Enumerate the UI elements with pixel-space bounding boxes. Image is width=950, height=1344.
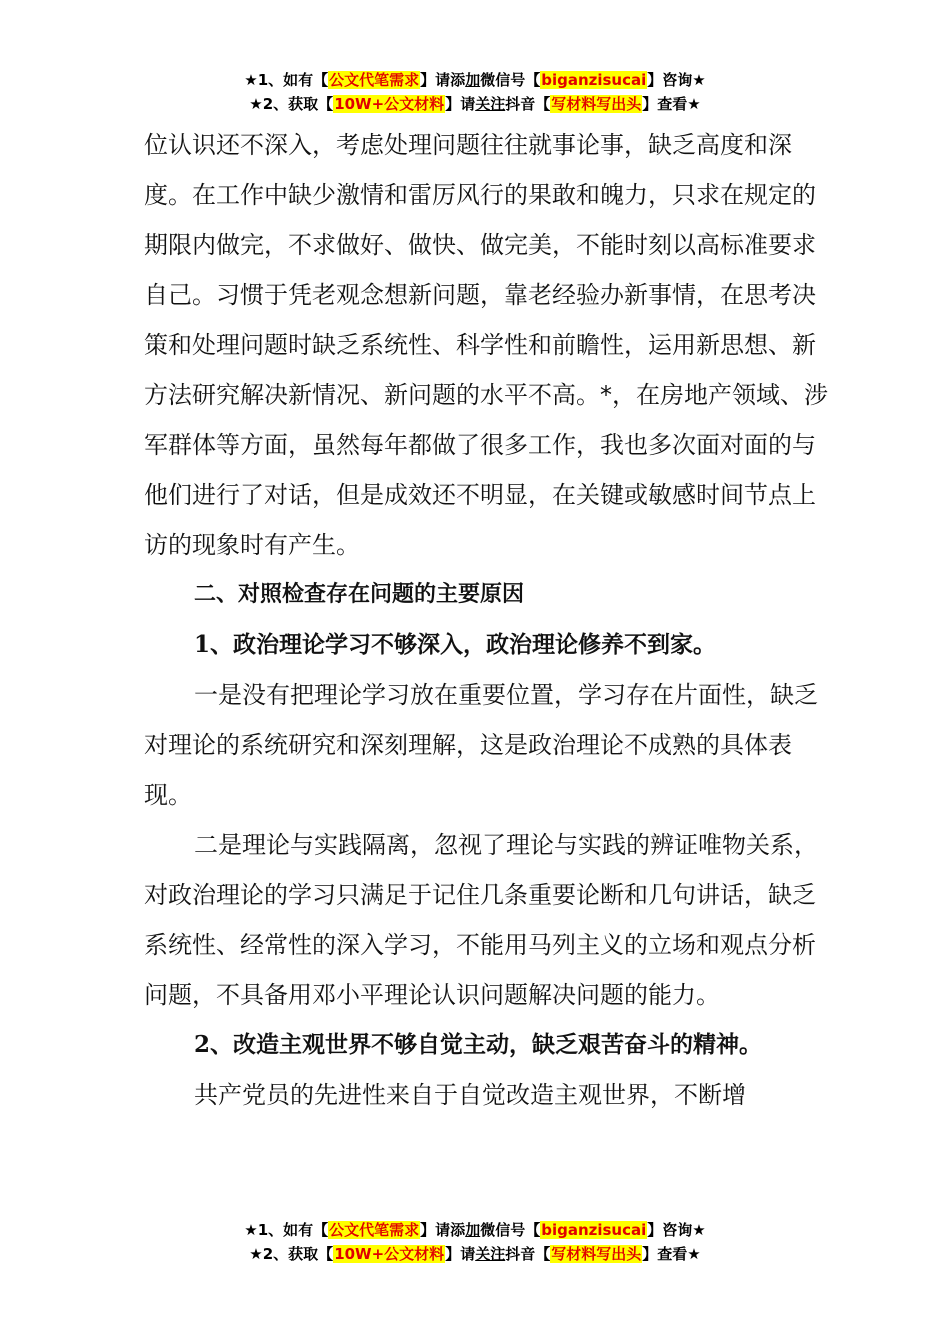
banner-text: ★2、获取【 xyxy=(249,95,334,113)
banner-text: 】请 xyxy=(445,95,476,113)
wechat-id-highlight: biganzisucai xyxy=(541,71,647,89)
banner-text: 】请添 xyxy=(420,1221,466,1239)
banner-line-1 xyxy=(0,68,950,92)
wechat-id-highlight: biganzisucai xyxy=(541,1221,647,1239)
banner-line-2 xyxy=(0,1242,950,1266)
underlined-text: 加 xyxy=(465,71,481,89)
banner-text: 】请添 xyxy=(420,71,466,89)
underlined-text: 关注 xyxy=(475,95,506,113)
highlight-text: 10W+公文材料 xyxy=(334,1245,445,1263)
highlight-text: 公文代笔需求 xyxy=(329,71,420,89)
douyin-account-highlight: 写材料写出头 xyxy=(551,95,642,113)
banner-text: 抖音【 xyxy=(505,95,551,113)
document-body xyxy=(144,120,834,1120)
banner-text: 】咨询★ xyxy=(647,71,706,89)
banner-text: ★2、获取【 xyxy=(249,1245,334,1263)
banner-line-2 xyxy=(0,92,950,116)
douyin-account-highlight: 写材料写出头 xyxy=(551,1245,642,1263)
banner-text: 抖音【 xyxy=(505,1245,551,1263)
highlight-text: 公文代笔需求 xyxy=(329,1221,420,1239)
header-banner xyxy=(0,68,950,116)
paragraph-1: 一是没有把理论学习放在重要位置，学习存在片面性，缺乏对理论的系统研究和深刻理解，这是政治理论不成熟的具体表现。 xyxy=(144,681,818,809)
intro-paragraph: 位认识还不深入，考虑处理问题往往就事论事，缺乏高度和深度。在工作中缺少激情和雷厉风行的果敢和魄力，只求在规定的期限内做完，不求做好、做快、做完美，不能时刻以高标准要求自己。习惯于凭老观念想新问题，靠老经验办新事情，在思考决策和处理问题时缺乏系统性、科学性和前瞻性，运用新思想、新方法研究解决新情况、新问题的水平不高。*，在房地产领域、涉军群体等方面，虽然每年都做了很多工作，我也多次面对面的与他们进行了对话，但是成效还不明显，在关键或敏感时间节点上访的现象时有产生。 xyxy=(144,131,828,559)
subsection-title-2: 2、改造主观世界不够自觉主动，缺乏艰苦奋斗的精神。 xyxy=(194,1031,763,1058)
section-heading: 二、对照检查存在问题的主要原因 xyxy=(194,582,525,607)
paragraph-3: 共产党员的先进性来自于自觉改造主观世界，不断增 xyxy=(194,1081,746,1109)
banner-text: 微信号【 xyxy=(480,71,541,89)
banner-text: 】查看★ xyxy=(642,95,701,113)
banner-text: 】咨询★ xyxy=(647,1221,706,1239)
paragraph-2: 二是理论与实践隔离，忽视了理论与实践的辨证唯物关系，对政治理论的学习只满足于记住几条重要论断和几句讲话，缺乏系统性、经常性的深入学习，不能用马列主义的立场和观点分析问题，不具备用邓小平理论认识问题解决问题的能力。 xyxy=(144,831,818,1009)
highlight-text: 10W+公文材料 xyxy=(334,95,445,113)
underlined-text: 加 xyxy=(465,1221,481,1239)
banner-text: 微信号【 xyxy=(480,1221,541,1239)
banner-text: 】请 xyxy=(445,1245,476,1263)
underlined-text: 关注 xyxy=(475,1245,506,1263)
banner-text: ★1、如有【 xyxy=(244,1221,329,1239)
banner-line-1 xyxy=(0,1218,950,1242)
footer-banner xyxy=(0,1218,950,1266)
banner-text: ★1、如有【 xyxy=(244,71,329,89)
banner-text: 】查看★ xyxy=(642,1245,701,1263)
subsection-title-1: 1、政治理论学习不够深入，政治理论修养不到家。 xyxy=(194,631,717,658)
